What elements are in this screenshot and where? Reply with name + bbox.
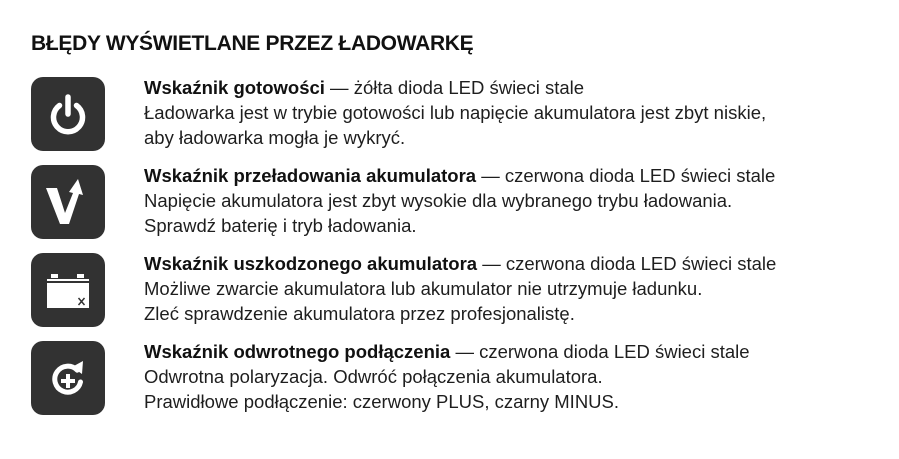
- page-title: BŁĘDY WYŚWIETLANE PRZEZ ŁADOWARKĘ: [31, 32, 474, 55]
- error-item-header-line: [144, 339, 750, 364]
- error-item-heading: Wskaźnik uszkodzonego akumulatora: [144, 253, 478, 274]
- error-item-header-line: [144, 75, 766, 100]
- error-item-text: [144, 339, 750, 414]
- reverse-polarity-icon: [31, 341, 105, 415]
- error-item-damaged-battery: [31, 253, 871, 327]
- error-item-overcharge: [31, 165, 871, 239]
- damaged-battery-icon: [31, 253, 105, 327]
- error-item-status: — czerwona dioda LED świeci stale: [477, 253, 777, 274]
- error-item-heading: Wskaźnik gotowości: [144, 77, 325, 98]
- error-item-text: [144, 163, 775, 238]
- power-icon: [31, 77, 105, 151]
- error-item-description: Możliwe zwarcie akumulatora lub akumulator nie utrzymuje ładunku.: [144, 278, 703, 299]
- error-item-header-line: [144, 251, 776, 276]
- error-item-heading: Wskaźnik odwrotnego podłączenia: [144, 341, 451, 362]
- error-item-heading: Wskaźnik przeładowania akumulatora: [144, 165, 477, 186]
- error-item-description: Sprawdź baterię i tryb ładowania.: [144, 215, 417, 236]
- error-item-text: [144, 251, 776, 326]
- error-item-description: Ładowarka jest w trybie gotowości lub napięcie akumulatora jest zbyt niskie,: [144, 102, 767, 123]
- error-item-description: Napięcie akumulatora jest zbyt wysokie dla wybranego trybu ładowania.: [144, 190, 733, 211]
- error-item-description: Odwrotna polaryzacja. Odwróć połączenia akumulatora.: [144, 366, 603, 387]
- error-item-text: [144, 75, 766, 150]
- error-item-readiness: [31, 77, 871, 151]
- error-item-reverse-polarity: [31, 341, 871, 415]
- error-item-header-line: [144, 163, 775, 188]
- error-item-status: — czerwona dioda LED świeci stale: [450, 341, 750, 362]
- error-item-status: — żółta dioda LED świeci stale: [324, 77, 585, 98]
- error-item-status: — czerwona dioda LED świeci stale: [476, 165, 776, 186]
- error-item-description: Prawidłowe podłączenie: czerwony PLUS, czarny MINUS.: [144, 391, 620, 412]
- error-item-description: Zleć sprawdzenie akumulatora przez profesjonalistę.: [144, 303, 575, 324]
- error-item-description: aby ładowarka mogła je wykryć.: [144, 127, 406, 148]
- overvoltage-icon: [31, 165, 105, 239]
